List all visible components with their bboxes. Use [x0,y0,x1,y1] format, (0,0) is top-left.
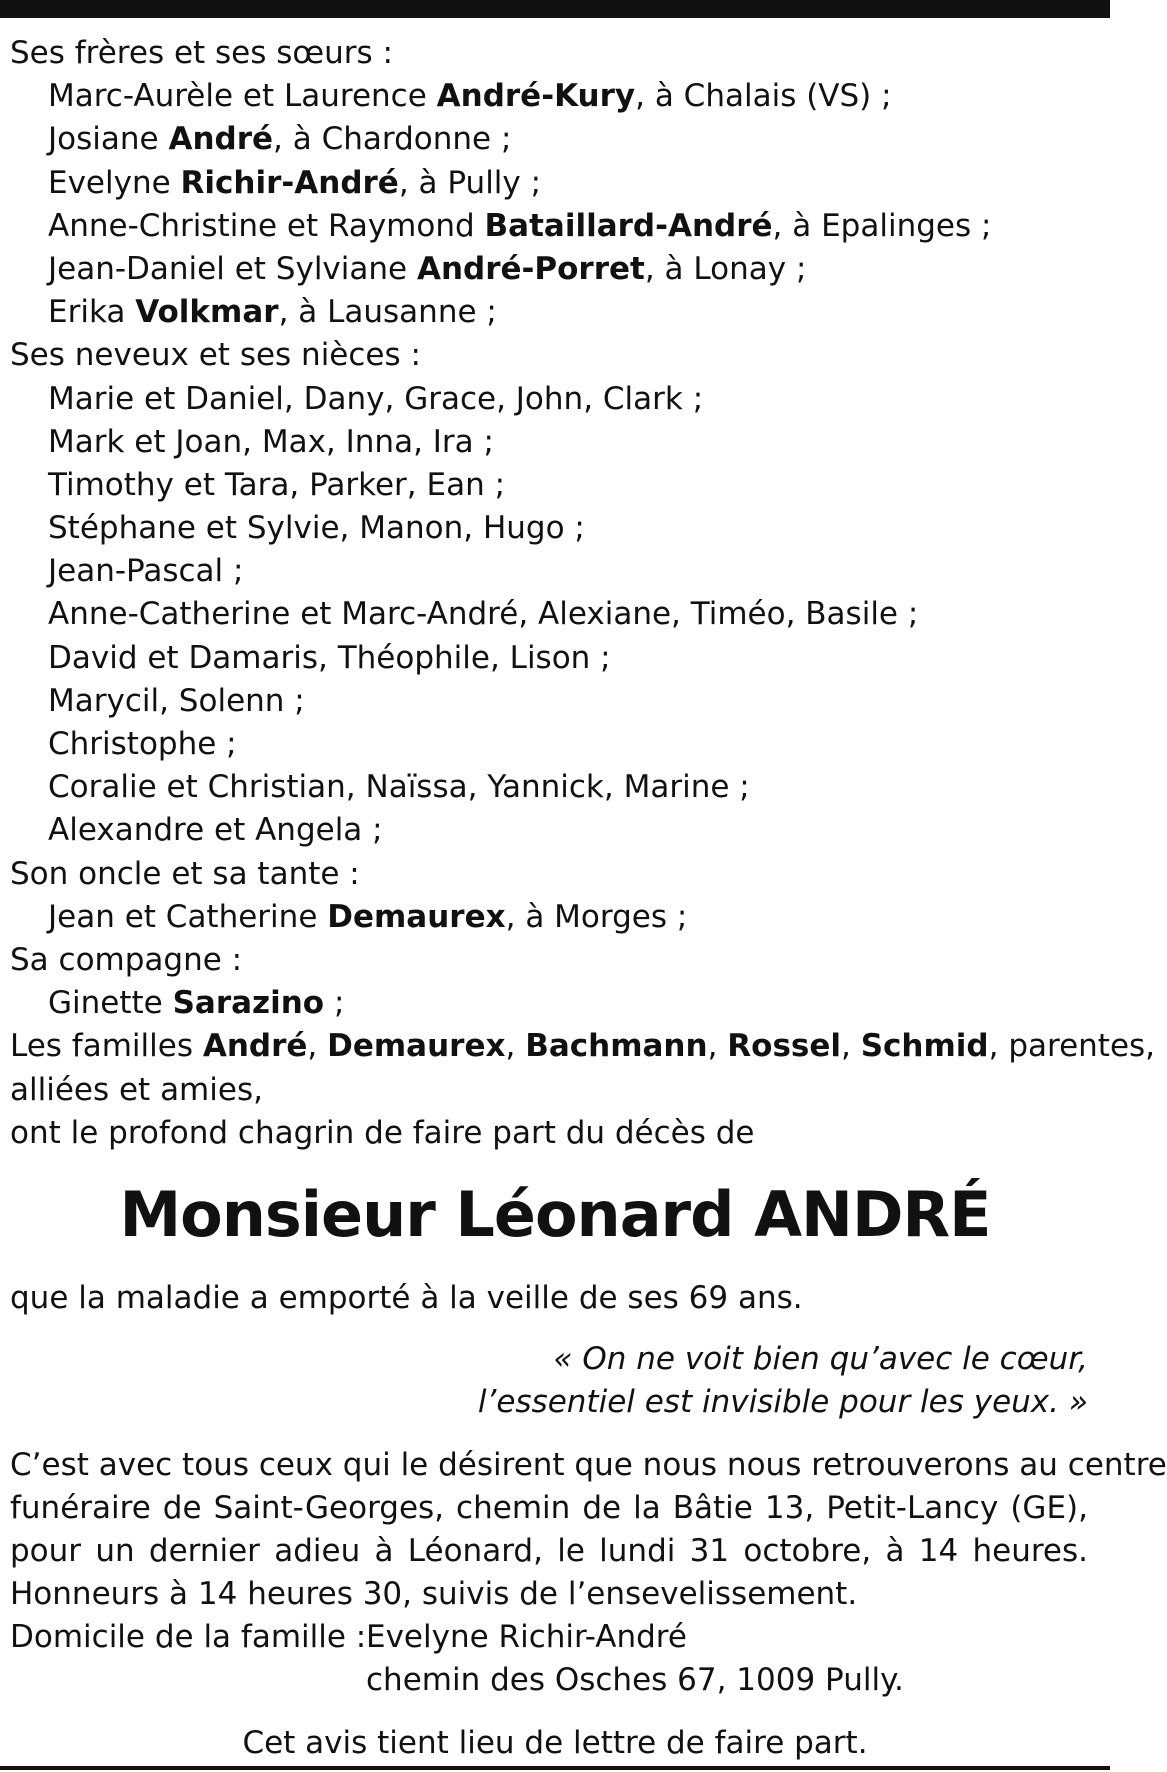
partner-post: ; [324,985,345,1022]
partner-name: Sarazino [172,985,325,1022]
ceremony-line-2: funéraire de Saint-Georges, chemin de la Bâtie 13, Petit-Lancy (GE), [10,1490,1088,1527]
domicile-name: Evelyne Richir-André [366,1619,687,1656]
sibling-pre: Josiane [48,121,169,158]
domicile [10,1616,1088,1659]
sibling-pre: Evelyne [48,164,181,201]
ceremony-paragraph [10,1444,1167,1702]
uncle-heading: Son oncle et sa tante : [10,855,360,892]
families-line-2: alliées et amies, [10,1071,263,1108]
subtitle: que la maladie a emporté à la veille de ses 69 ans. [10,1279,803,1316]
sibling-entry [10,162,1100,205]
siblings-list [10,75,1100,334]
families-separator: , [841,1028,861,1065]
family-name: Schmid [860,1028,989,1065]
nephew-entry: Marycil, Solenn ; [48,682,305,719]
quote-line-1: « On ne voit bien qu’avec le cœur, [553,1341,1088,1378]
sibling-post: , à Lonay ; [644,250,807,287]
sibling-entry [10,118,1100,161]
ceremony-line-1: C’est avec tous ceux qui le désirent que nous nous retrouverons au centre [10,1447,1167,1484]
sibling-post: , à Chalais (VS) ; [635,78,892,115]
siblings-heading: Ses frères et ses sœurs : [10,35,393,71]
sibling-post: , à Lausanne ; [278,294,497,331]
sibling-name: André-Porret [416,250,645,287]
deceased-name: Monsieur Léonard ANDRÉ [119,1177,991,1251]
families-post: , parentes, [988,1028,1156,1065]
sibling-entry [10,205,1100,248]
families-separator: , [707,1028,728,1065]
uncle-pre: Jean et Catherine [48,898,328,935]
families-line-3: ont le profond chagrin de faire part du décès de [10,1114,755,1151]
quote-line-2: l’essentiel est invisible pour les yeux. » [477,1384,1088,1421]
ceremony-line-4: Honneurs à 14 heures 30, suivis de l’ensevelissement. [10,1576,858,1613]
uncle-post: , à Morges ; [505,898,688,935]
nephews-list [10,378,1100,853]
partner-heading: Sa compagne : [10,941,243,978]
sibling-name: André [168,121,274,158]
nephew-entry: Anne-Catherine et Marc-André, Alexiane, Timéo, Basile ; [48,596,919,633]
sibling-post: , à Pully ; [398,164,542,201]
partner-pre: Ginette [48,985,173,1022]
sibling-pre: Jean-Daniel et Sylviane [48,250,417,287]
uncle-entry [10,896,1100,939]
families-separator: , [307,1028,328,1065]
families-pre: Les familles [10,1028,203,1065]
uncle-name: Demaurex [327,898,506,935]
sibling-post: , à Chardonne ; [273,121,512,158]
nephew-entry: Jean-Pascal ; [48,553,244,590]
sibling-post: , à Epalinges ; [772,207,992,244]
sibling-name: Bataillard-André [484,207,773,244]
sibling-entry [10,248,1100,291]
families-separator: , [505,1028,526,1065]
nephew-entry: Timothy et Tara, Parker, Ean ; [48,466,506,503]
family-name: Demaurex [327,1028,506,1065]
bottom-rule [0,1766,1110,1770]
sibling-name: Richir-André [180,164,399,201]
nephew-entry: Stéphane et Sylvie, Manon, Hugo ; [48,510,585,547]
nephew-entry: Marie et Daniel, Dany, Grace, John, Clark ; [48,380,704,417]
nephew-entry: Christophe ; [48,726,237,762]
sibling-name: André-Kury [436,78,636,115]
sibling-pre: Erika [48,294,136,331]
family-name: Bachmann [525,1028,708,1065]
family-name: Rossel [727,1028,842,1065]
domicile-address: chemin des Osches 67, 1009 Pully. [366,1662,904,1699]
sibling-entry [10,291,1100,334]
nephew-entry: Alexandre et Angela ; [48,812,383,849]
nephew-entry: David et Damaris, Théophile, Lison ; [48,639,611,676]
nephews-heading: Ses neveux et ses nièces : [10,337,421,374]
sibling-pre: Anne-Christine et Raymond [48,207,485,244]
domicile-label: Domicile de la famille : [10,1619,367,1656]
quote [10,1338,1100,1424]
top-rule [0,0,1110,18]
partner-entry [10,982,1100,1025]
sibling-entry [10,75,1100,118]
nephew-entry: Mark et Joan, Max, Inna, Ira ; [48,423,494,460]
sibling-pre: Marc-Aurèle et Laurence [48,78,437,115]
sibling-name: Volkmar [135,294,279,331]
families-line [10,1025,1156,1068]
ceremony-line-3: pour un dernier adieu à Léonard, le lundi 31 octobre, à 14 heures. [10,1533,1088,1570]
family-name: André [202,1028,308,1065]
nephew-entry: Coralie et Christian, Naïssa, Yannick, Marine ; [48,769,750,806]
obituary-notice [10,32,1167,1765]
footer-note: Cet avis tient lieu de lettre de faire part. [242,1725,868,1762]
